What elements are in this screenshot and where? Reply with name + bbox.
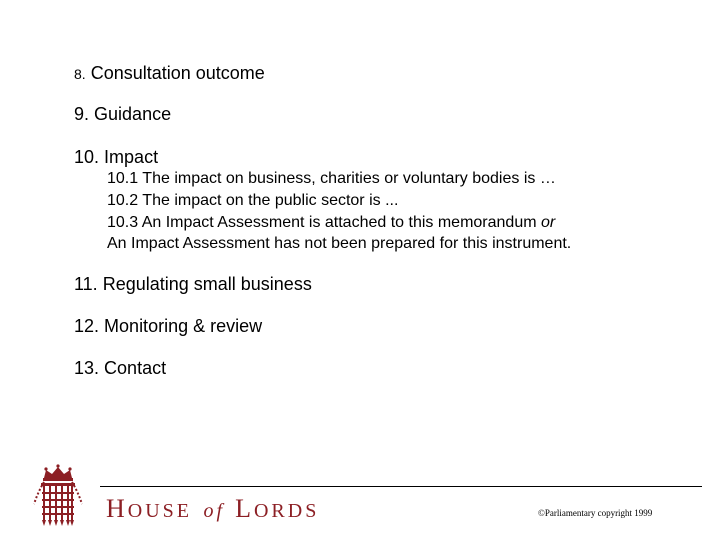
section-title: Impact <box>104 147 159 167</box>
section-number: 12. <box>74 316 100 336</box>
section-heading-11 <box>74 273 312 295</box>
section-heading-12 <box>74 315 262 337</box>
impact-item-10-3 <box>107 212 555 234</box>
section-heading-13 <box>74 357 166 379</box>
section-title: Consultation outcome <box>90 63 265 83</box>
section-heading-10 <box>74 146 158 168</box>
house-of-lords-wordmark <box>106 494 319 524</box>
impact-item-10-2: 10.2 The impact on the public sector is ... <box>107 192 399 209</box>
copyright-notice: ©Parliamentary copyright 1999 <box>538 508 653 518</box>
section-title: Monitoring & review <box>104 316 263 336</box>
wordmark-ouse: OUSE <box>127 500 193 522</box>
section-heading-9 <box>74 103 171 125</box>
section-number: 9. <box>74 104 90 124</box>
wordmark-h: H <box>106 494 128 523</box>
wordmark-l: L <box>235 494 254 523</box>
impact-or-word: or <box>541 214 556 231</box>
portcullis-icon <box>30 464 86 528</box>
section-number: 10. <box>74 147 100 167</box>
impact-item-10-1: 10.1 The impact on business, charities or voluntary bodies is … <box>107 170 556 187</box>
section-number: 8. <box>74 66 86 82</box>
wordmark-of: of <box>203 500 226 522</box>
section-title: Guidance <box>94 104 172 124</box>
section-number: 13. <box>74 358 100 378</box>
section-number: 11. <box>74 274 98 294</box>
section-heading-8 <box>74 62 265 85</box>
footer-divider <box>100 486 702 487</box>
section-title: Contact <box>104 358 167 378</box>
impact-item-10-3-text: 10.3 An Impact Assessment is attached to this memorandum <box>107 214 537 231</box>
section-title: Regulating small business <box>102 274 312 294</box>
wordmark-ords: ORDS <box>253 500 320 522</box>
impact-item-alternative: An Impact Assessment has not been prepared for this instrument. <box>107 235 572 252</box>
